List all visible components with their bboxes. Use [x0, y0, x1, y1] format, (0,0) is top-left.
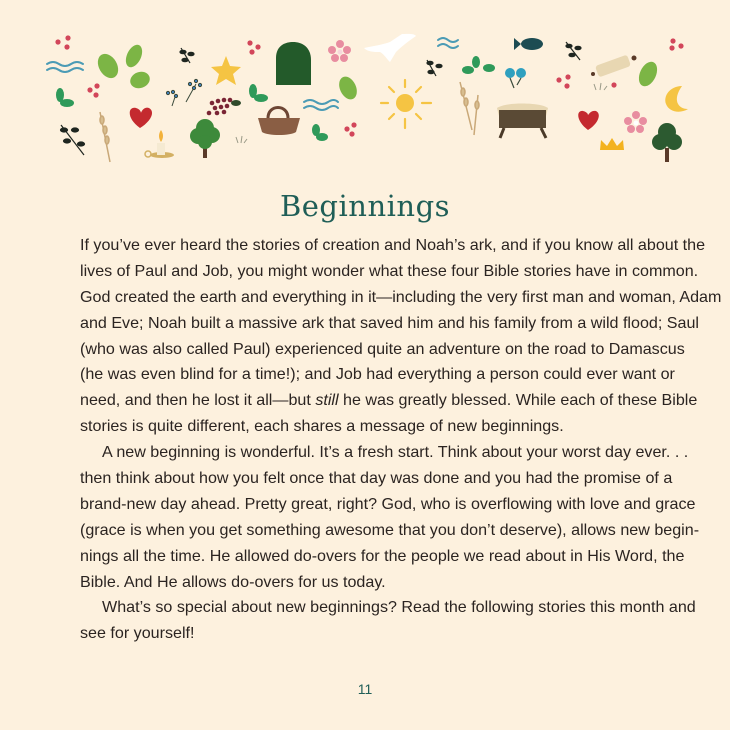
green-tablet-icon [276, 42, 311, 85]
text-line: If you’ve ever heard the stories of creation and Noah’s ark, and if you know all about the [80, 236, 706, 254]
page-number: 11 [357, 681, 373, 697]
text-line: (he was even blind for a time!); and Job had everything a person could ever want or [80, 365, 675, 384]
text-line [80, 388, 698, 414]
star-icon [211, 56, 241, 85]
scroll-icon [591, 55, 637, 78]
manger-icon [497, 104, 548, 139]
heart-icon [130, 108, 152, 128]
text-line: nings all the time. He allowed do-overs for the people we read about in His Word, the [80, 546, 685, 565]
pink-flower-icon [328, 40, 351, 62]
crown-icon [600, 138, 624, 150]
text-line: (grace is when you get something awesome that you don’t deserve), allows new begin- [80, 520, 700, 539]
text-line: stories is quite different, each shares a message of new beginnings. [80, 417, 564, 436]
text-line: A new beginning is wonderful. It’s a fresh start. Think about your worst day ever. . . [102, 443, 689, 462]
text-line: brand-new day ahead. Pretty great, right? God, who is overflowing with love and grace [80, 494, 696, 513]
grapes-icon [207, 98, 241, 116]
text-line: God created the earth and everything in it—including the very first man and woman, Adam [80, 287, 722, 306]
text-line: lives of Paul and Job, you might wonder what these four Bible stories have in common. [80, 261, 699, 280]
text-line: then think about how you felt once that day was done and you had the promise of a [80, 469, 673, 488]
text-run: he was greatly blessed. While each of these Bible [338, 391, 698, 410]
dove-icon [364, 34, 416, 62]
body-text [80, 233, 722, 647]
paragraph-3 [80, 595, 696, 647]
text-run: need, and then he lost it all—but [80, 391, 316, 410]
heart-icon [578, 111, 599, 130]
text-line: see for yourself! [80, 624, 195, 643]
decorative-illustration-banner [0, 0, 730, 175]
paragraph-1 [80, 233, 722, 440]
blue-flower-icon [505, 68, 526, 88]
oil-lamp-icon [145, 130, 174, 158]
grass-icon [236, 83, 607, 143]
text-line: (who was also called Paul) experienced quite an adventure on the road to Damascus [80, 339, 685, 358]
fish-icon [514, 38, 543, 50]
sun-icon [381, 80, 431, 128]
paragraph-2 [80, 440, 700, 595]
blue-sprig-icon [166, 79, 201, 106]
tree-icon [190, 119, 220, 158]
text-line: Bible. And He allows do-overs for us today. [80, 572, 386, 591]
text-line: and Eve; Noah built a massive ark that saved him and his family from a wild flood; Saul [80, 313, 700, 332]
page-title: Beginnings [279, 189, 451, 224]
basket-icon [258, 108, 300, 136]
italic-emphasis: still [315, 391, 339, 410]
pink-flower-icon [624, 111, 647, 133]
tree-icon [652, 123, 682, 162]
moon-icon [665, 86, 688, 112]
text-line: What’s so special about new beginnings? Read the following stories this month and [102, 598, 696, 617]
